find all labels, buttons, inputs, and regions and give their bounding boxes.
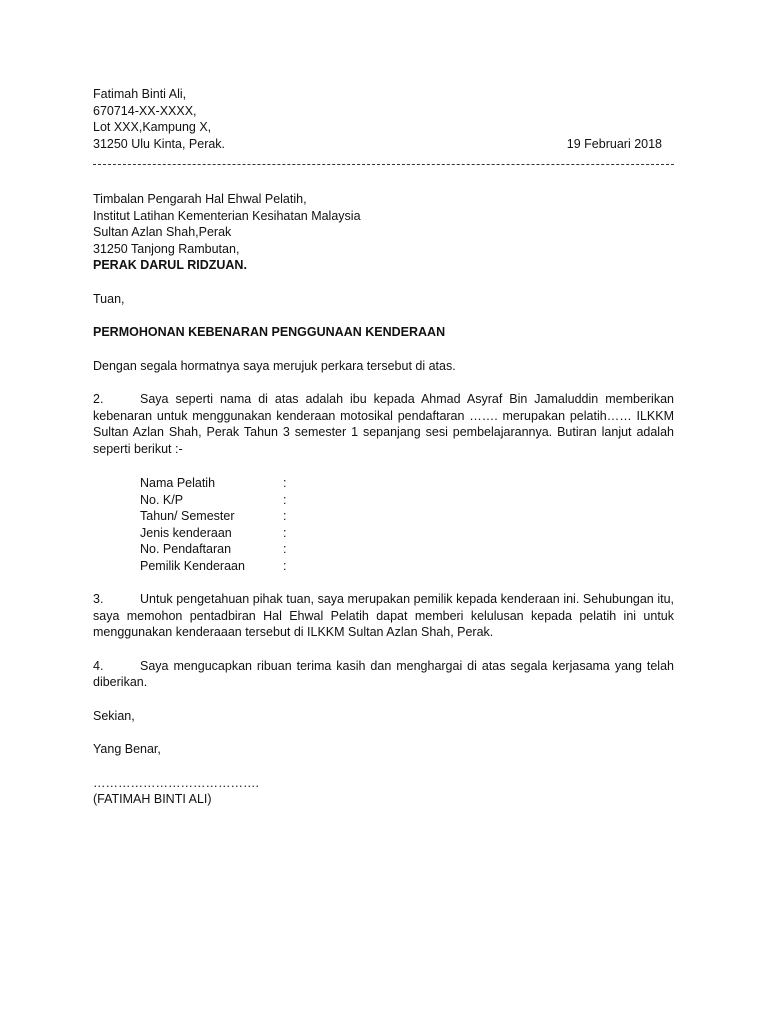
- sender-address-line-1: Lot XXX,Kampung X,: [93, 120, 212, 134]
- paragraph-number: 2.: [93, 392, 104, 406]
- recipient-block: [93, 191, 674, 274]
- detail-row: [140, 508, 674, 525]
- detail-row: [140, 558, 674, 575]
- detail-row: [140, 525, 674, 542]
- detail-colon: :: [283, 558, 287, 573]
- detail-row: [140, 541, 674, 558]
- detail-colon: :: [283, 542, 287, 556]
- detail-label: No. K/P: [140, 492, 184, 507]
- detail-colon: :: [283, 476, 287, 490]
- recipient-line-5: PERAK DARUL RIDZUAN.: [93, 258, 247, 272]
- paragraph-text: Saya seperti nama di atas adalah ibu kepada Ahmad Asyraf Bin Jamaluddin memberikan kebenaran untuk menggunakan kenderaan motosikal pendaftaran ……. merupakan pelatih…… ILKKM Sultan Azlan Shah, Perak Tahun 3 semester 1 sepanjang sesi pembelajarannya. Butiran lanjut adalah seperti berikut :-: [93, 392, 674, 456]
- detail-colon: :: [283, 525, 287, 540]
- sender-ic: 670714-XX-XXXX,: [93, 103, 197, 118]
- sign-off: Yang Benar,: [93, 742, 161, 756]
- paragraph-text: Untuk pengetahuan pihak tuan, saya merupakan pemilik kepada kenderaan ini. Sehubungan itu, saya memohon pentadbiran Hal Ehwal Pelatih dapat memberi kelulusan kepada pelatih ini untuk menggunakan kenderaaan tersebut di ILKKM Sultan Azlan Shah, Perak.: [93, 592, 674, 639]
- detail-label: Tahun/ Semester: [140, 509, 235, 523]
- salutation: Tuan,: [93, 291, 125, 306]
- paragraph-number: 4.: [93, 658, 104, 673]
- recipient-line-4: 31250 Tanjong Rambutan,: [93, 241, 240, 256]
- detail-label: Nama Pelatih: [140, 476, 216, 490]
- closing: Sekian,: [93, 708, 135, 723]
- sender-block: [93, 86, 674, 152]
- detail-row: [140, 475, 674, 492]
- signature-block: [93, 775, 674, 808]
- paragraph-text: Saya mengucapkan ribuan terima kasih dan menghargai di atas segala kerjasama yang telah diberikan.: [93, 658, 674, 689]
- signatory-name: (FATIMAH BINTI ALI): [93, 792, 212, 806]
- paragraph-4: [93, 658, 674, 691]
- recipient-line-2: Institut Latihan Kementerian Kesihatan Malaysia: [93, 208, 361, 223]
- intro-paragraph: Dengan segala hormatnya saya merujuk perkara tersebut di atas.: [93, 358, 456, 373]
- paragraph-2: [93, 391, 674, 457]
- paragraph-3: [93, 591, 674, 641]
- letter-date: 19 Februari 2018: [566, 136, 662, 151]
- divider-line: [93, 164, 674, 165]
- letter-subject: PERMOHONAN KEBENARAN PENGGUNAAN KENDERAAN: [93, 325, 446, 339]
- detail-label: Jenis kenderaan: [140, 525, 232, 540]
- paragraph-number: 3.: [93, 592, 104, 606]
- detail-label: No. Pendaftaran: [140, 542, 232, 556]
- detail-colon: :: [283, 492, 287, 507]
- sender-name: Fatimah Binti Ali,: [93, 87, 187, 101]
- sender-address-line-2: 31250 Ulu Kinta, Perak.: [93, 136, 226, 151]
- signature-line: ………………………………….: [93, 775, 259, 790]
- details-list: [140, 475, 674, 574]
- recipient-line-3: Sultan Azlan Shah,Perak: [93, 225, 232, 239]
- letter: [93, 86, 674, 808]
- detail-label: Pemilik Kenderaan: [140, 558, 245, 573]
- recipient-line-1: Timbalan Pengarah Hal Ehwal Pelatih,: [93, 192, 307, 206]
- detail-row: [140, 492, 674, 509]
- detail-colon: :: [283, 509, 287, 523]
